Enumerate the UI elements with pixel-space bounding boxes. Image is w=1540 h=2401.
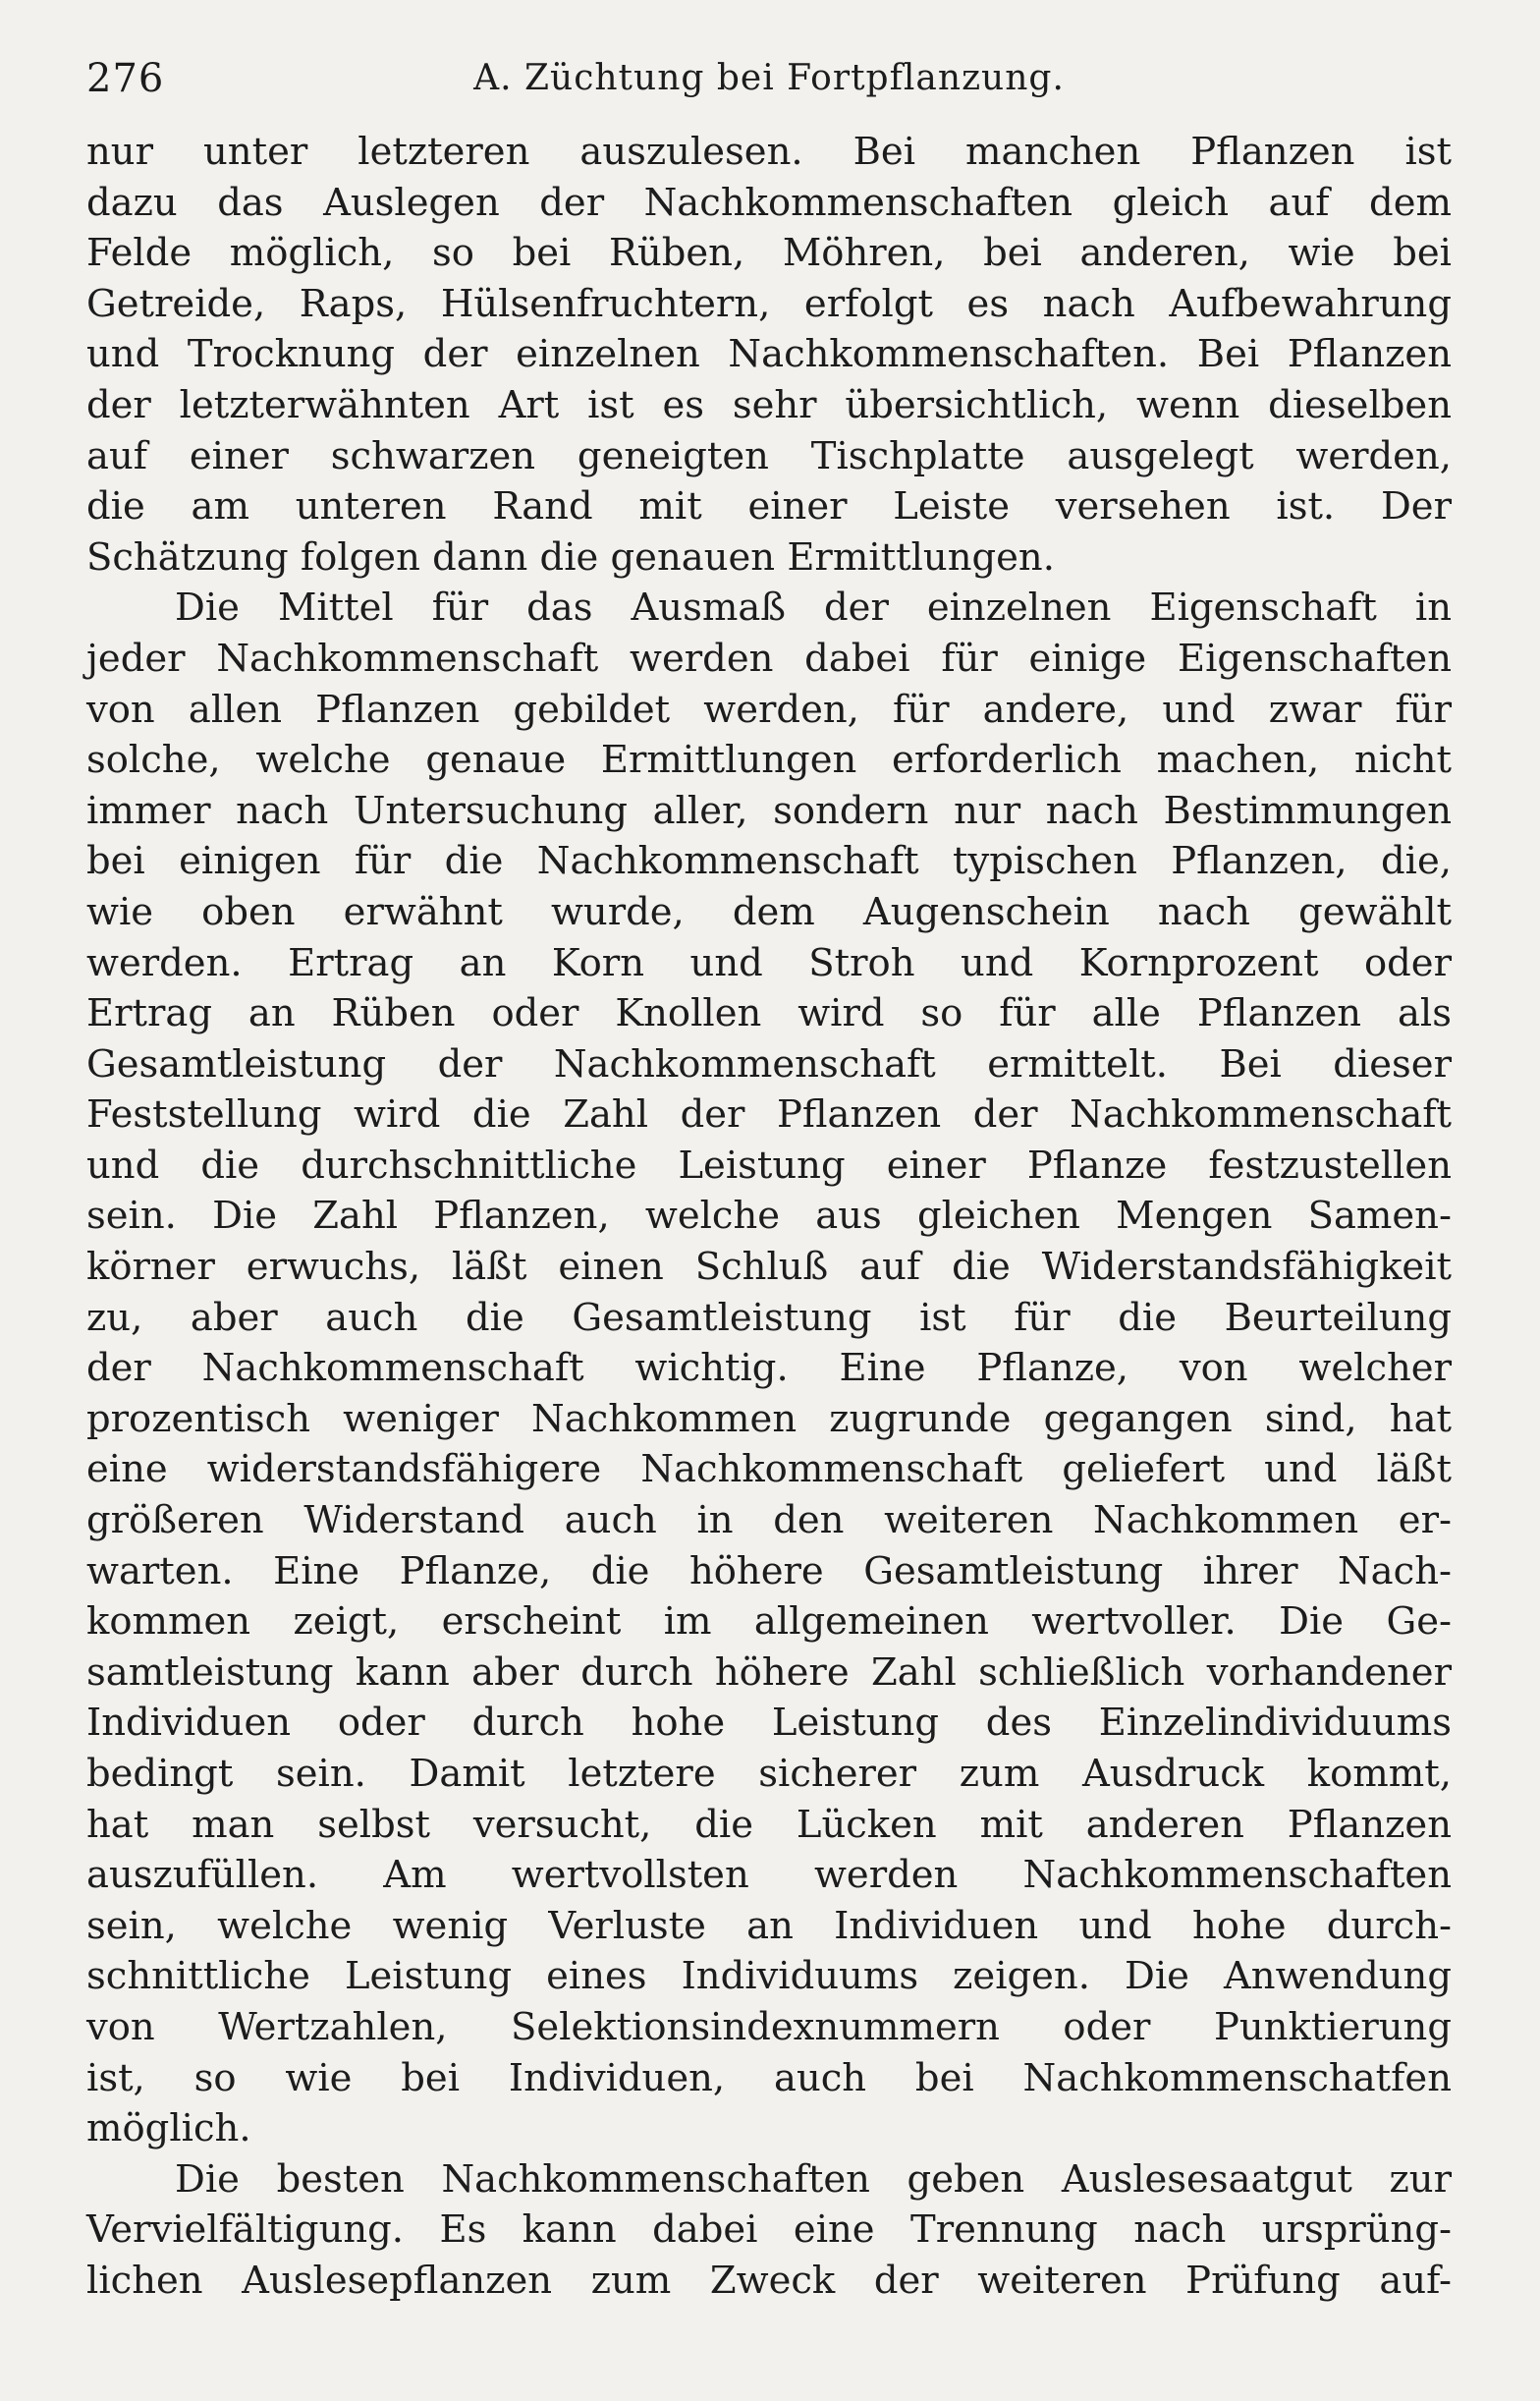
text-line: Gesamtleistung der Nachkommenschaft ermittelt. Bei dieser	[86, 1041, 1452, 1087]
paragraph-start-line: Die besten Nachkommenschaften geben Auslesesaatgut zur	[175, 2156, 1452, 2202]
text-line: auszufüllen. Am wertvollsten werden Nachkommenschaften	[86, 1853, 1452, 1898]
text-line: werden. Ertrag an Korn und Stroh und Kornprozent oder	[86, 940, 1452, 985]
page-number: 276	[86, 56, 165, 101]
text-line: und Trocknung der einzelnen Nachkommenschaften. Bei Pflanzen	[86, 332, 1452, 377]
running-title: A. Züchtung bei Fortpflanzung.	[473, 58, 1065, 98]
body-text	[86, 127, 1452, 2307]
text-line: Feststellung wird die Zahl der Pflanzen der Nachkommenschaft	[86, 1092, 1452, 1138]
text-line: Ertrag an Rüben oder Knollen wird so für alle Pflanzen als	[86, 991, 1452, 1036]
text-line: ist, so wie bei Individuen, auch bei Nachkommenschatfen	[86, 2055, 1452, 2100]
text-line: zu, aber auch die Gesamtleistung ist für die Beurteilung	[86, 1295, 1452, 1340]
text-line: lichen Auslesepflanzen zum Zweck der weiteren Prüfung auf-	[86, 2258, 1452, 2303]
text-line: Getreide, Raps, Hülsenfruchtern, erfolgt es nach Aufbewahrung	[86, 281, 1452, 326]
text-line: sein. Die Zahl Pflanzen, welche aus gleichen Mengen Samen-	[86, 1194, 1452, 1239]
text-line: nur unter letzteren auszulesen. Bei manchen Pflanzen ist	[86, 130, 1452, 174]
text-line: dazu das Auslegen der Nachkommenschaften gleich auf dem	[86, 180, 1452, 225]
text-line: die am unteren Rand mit einer Leiste versehen ist. Der	[86, 484, 1452, 530]
text-line: und die durchschnittliche Leistung einer Pflanze festzustellen	[86, 1143, 1452, 1188]
text-line: Individuen oder durch hohe Leistung des Einzelindividuums	[86, 1701, 1452, 1746]
text-line: der letzterwähnten Art ist es sehr übersichtlich, wenn dieselben	[86, 382, 1452, 427]
text-line: wie oben erwähnt wurde, dem Augenschein nach gewählt	[86, 889, 1452, 934]
text-line: solche, welche genaue Ermittlungen erforderlich machen, nicht	[86, 738, 1452, 783]
text-line: körner erwuchs, läßt einen Schluß auf die Widerstandsfähigkeit	[86, 1245, 1452, 1290]
page-header	[86, 44, 1452, 113]
text-line: immer nach Untersuchung aller, sondern nur nach Bestimmungen	[86, 788, 1452, 833]
text-line: von allen Pflanzen gebildet werden, für andere, und zwar für	[86, 687, 1452, 732]
text-line: kommen zeigt, erscheint im allgemeinen wertvoller. Die Ge-	[86, 1599, 1452, 1645]
text-line: von Wertzahlen, Selektionsindexnummern oder Punktierung	[86, 2004, 1452, 2049]
text-line: samtleistung kann aber durch höhere Zahl schließlich vorhandener	[86, 1649, 1452, 1695]
text-line: schnittliche Leistung eines Individuums zeigen. Die Anwendung	[86, 1954, 1452, 1999]
text-line: der Nachkommenschaft wichtig. Eine Pflanze, von welcher	[86, 1346, 1452, 1391]
text-line: auf einer schwarzen geneigten Tischplatte ausgelegt werden,	[86, 433, 1452, 478]
text-line: Felde möglich, so bei Rüben, Möhren, bei anderen, wie bei	[86, 231, 1452, 276]
text-line: jeder Nachkommenschaft werden dabei für einige Eigenschaften	[86, 636, 1452, 681]
text-line: bei einigen für die Nachkommenschaft typischen Pflanzen, die,	[86, 839, 1452, 884]
text-line: warten. Eine Pflanze, die höhere Gesamtleistung ihrer Nach-	[86, 1548, 1452, 1593]
text-line: Vervielfältigung. Es kann dabei eine Trennung nach ursprüng-	[86, 2207, 1452, 2253]
text-line: sein, welche wenig Verluste an Individuen und hohe durch-	[86, 1903, 1452, 1948]
text-line: möglich.	[86, 2106, 251, 2151]
text-line: prozentisch weniger Nachkommen zugrunde gegangen sind, hat	[86, 1396, 1452, 1441]
text-line: hat man selbst versucht, die Lücken mit anderen Pflanzen	[86, 1802, 1452, 1847]
paragraph-start-line: Die Mittel für das Ausmaß der einzelnen Eigenschaft in	[175, 586, 1452, 631]
text-line: Schätzung folgen dann die genauen Ermittlungen.	[86, 534, 1055, 580]
text-line: größeren Widerstand auch in den weiteren Nachkommen er-	[86, 1498, 1452, 1543]
text-line: eine widerstandsfähigere Nachkommenschaft geliefert und läßt	[86, 1447, 1452, 1492]
text-line: bedingt sein. Damit letztere sicherer zum Ausdruck kommt,	[86, 1752, 1452, 1796]
